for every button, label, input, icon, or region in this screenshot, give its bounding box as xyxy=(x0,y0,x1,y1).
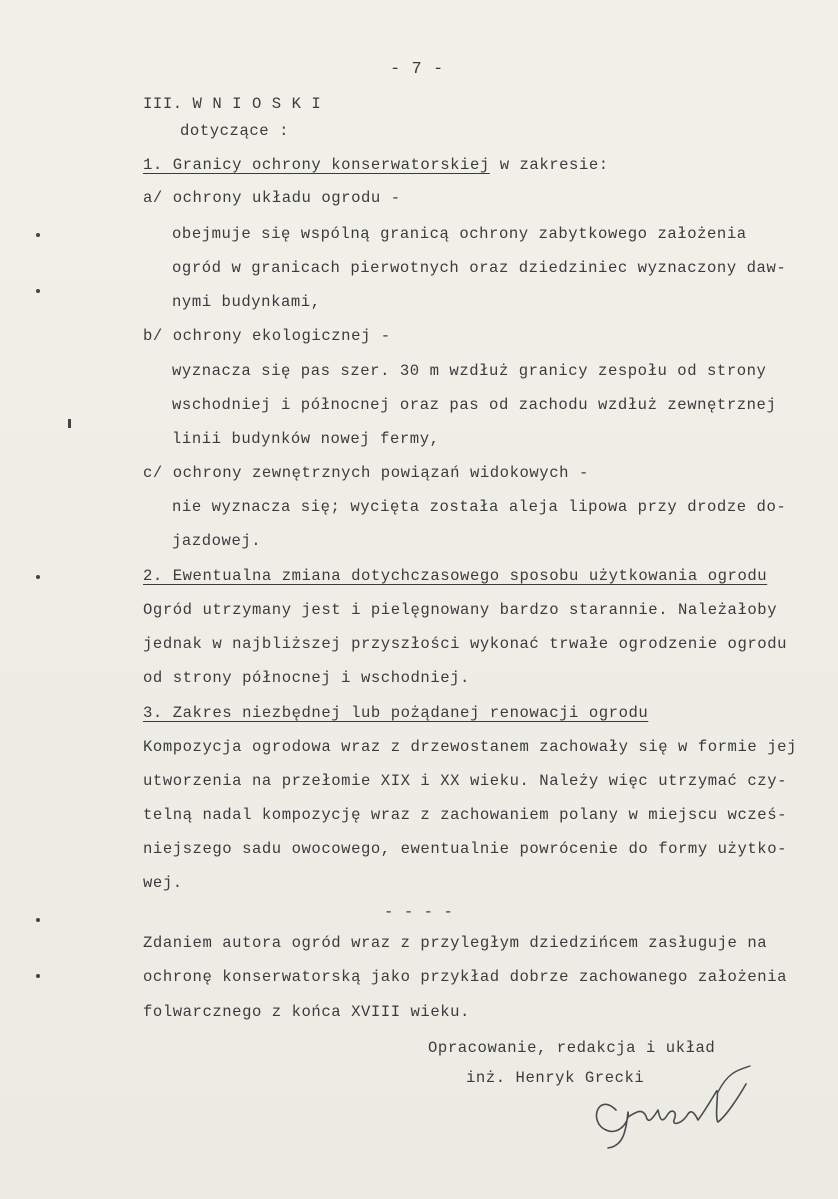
item-c-line-2: jazdowej. xyxy=(172,532,262,550)
item-a-line-1: obejmuje się wspólną granicą ochrony zabytkowego założenia xyxy=(172,225,747,243)
item-b-line-3: linii budynków nowej fermy, xyxy=(172,430,440,448)
section2-line-3: od strony północnej i wschodniej. xyxy=(143,669,470,687)
item-a-line-2: ogród w granicach pierwotnych oraz dziedziniec wyznaczony daw- xyxy=(172,259,787,277)
separator: - - - - xyxy=(384,903,454,921)
section3-line-5: wej. xyxy=(143,874,183,892)
margin-mark xyxy=(68,419,71,428)
item-c-label: c/ ochrony zewnętrznych powiązań widokowych - xyxy=(143,464,589,482)
section2-line-2: jednak w najbliższej przyszłości wykonać trwałe ogrodzenie ogrodu xyxy=(143,635,788,653)
item-a-label: a/ ochrony układu ogrodu - xyxy=(143,189,401,207)
section1-title xyxy=(143,155,609,175)
conclusion-line-2: ochronę konserwatorską jako przykład dobrze zachowanego założenia xyxy=(143,968,788,986)
margin-mark xyxy=(36,233,40,237)
handwritten-signature xyxy=(578,1062,778,1152)
section3-line-1: Kompozycja ogrodowa wraz z drzewostanem zachowały się w formie jej xyxy=(143,738,797,756)
margin-mark xyxy=(36,974,40,978)
conclusion-line-1: Zdaniem autora ogród wraz z przyległym dziedzińcem zasługuje na xyxy=(143,934,768,952)
credits-author: inż. Henryk Grecki xyxy=(466,1069,645,1087)
section1-title-underlined: 1. Granicy ochrony konserwatorskiej xyxy=(143,156,490,174)
section3-line-3: telną nadal kompozycję wraz z zachowaniem polany w miejscu wcześ- xyxy=(143,806,788,824)
section-subheading: dotyczące : xyxy=(180,122,289,140)
section3-line-4: niejszego sadu owocowego, ewentualnie powrócenie do formy użytko- xyxy=(143,840,788,858)
section2-line-1: Ogród utrzymany jest i pielęgnowany bardzo starannie. Należałoby xyxy=(143,601,778,619)
credits-line-1: Opracowanie, redakcja i układ xyxy=(428,1039,716,1057)
margin-mark xyxy=(36,918,40,922)
section2-title: 2. Ewentualna zmiana dotychczasowego sposobu użytkowania ogrodu xyxy=(143,567,768,585)
margin-mark xyxy=(36,289,40,293)
item-b-line-1: wyznacza się pas szer. 30 m wzdłuż granicy zespołu od strony xyxy=(172,362,767,380)
page-number: - 7 - xyxy=(390,60,444,79)
item-a-line-3: nymi budynkami, xyxy=(172,293,321,311)
section1-title-tail: w zakresie: xyxy=(489,156,609,174)
item-c-line-1: nie wyznacza się; wycięta została aleja lipowa przy drodze do- xyxy=(172,498,787,516)
margin-mark xyxy=(36,575,40,579)
section3-title: 3. Zakres niezbędnej lub pożądanej renowacji ogrodu xyxy=(143,704,649,722)
conclusion-line-3: folwarcznego z końca XVIII wieku. xyxy=(143,1003,470,1021)
item-b-label: b/ ochrony ekologicznej - xyxy=(143,327,391,345)
section3-line-2: utworzenia na przełomie XIX i XX wieku. Należy więc utrzymać czy- xyxy=(143,772,788,790)
section-heading: III. W N I O S K I xyxy=(143,95,322,113)
item-b-line-2: wschodniej i północnej oraz pas od zachodu wzdłuż zewnętrznej xyxy=(172,396,777,414)
